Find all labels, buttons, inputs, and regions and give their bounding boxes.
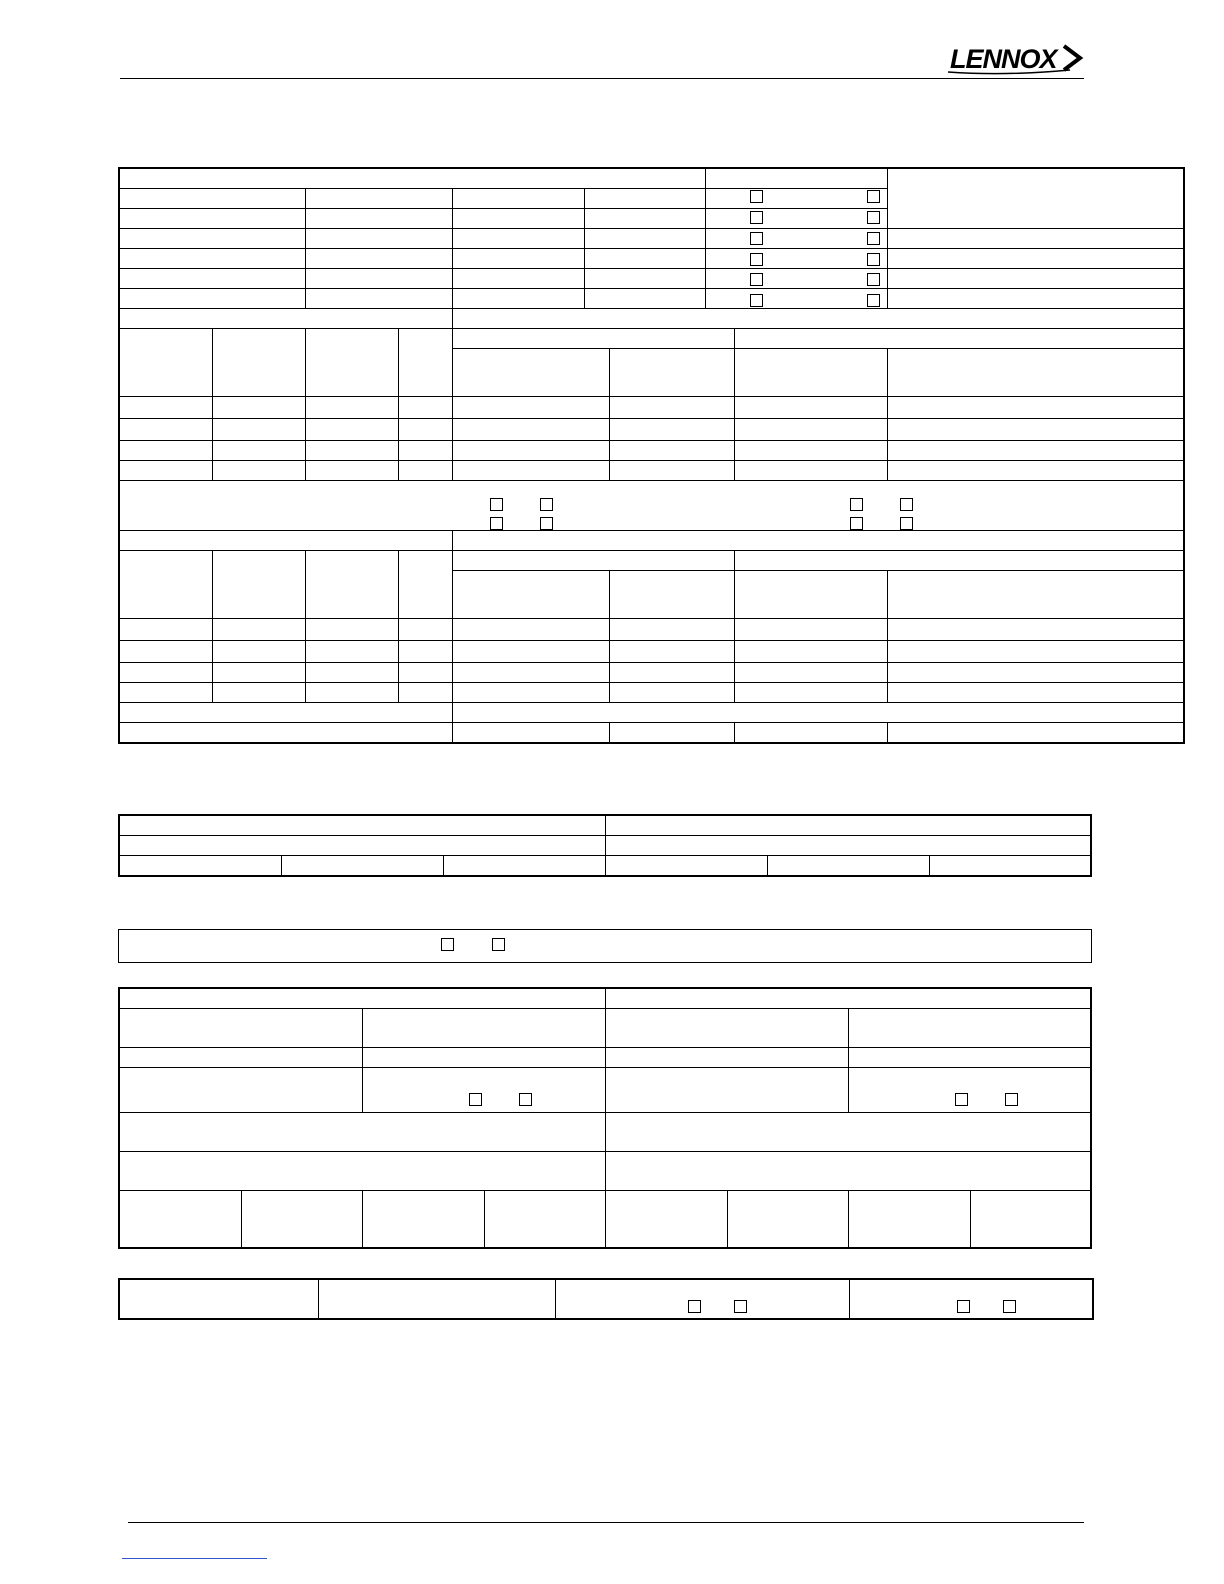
table-cell — [119, 441, 212, 461]
table-cell — [609, 571, 734, 619]
table-cell — [119, 663, 212, 683]
table-row — [119, 1152, 1091, 1191]
table-cell — [119, 1009, 362, 1048]
table-cell — [734, 663, 887, 683]
table-cell — [887, 349, 1184, 397]
table-cell — [281, 856, 443, 877]
table-cell — [605, 988, 1091, 1009]
table-row — [119, 988, 1091, 1009]
checkbox[interactable] — [900, 498, 913, 511]
table-cell — [929, 856, 1091, 877]
table-row — [119, 481, 1184, 531]
table-cell — [398, 461, 452, 481]
checkbox-cell — [705, 229, 887, 249]
table-cell — [241, 1191, 362, 1249]
checkbox[interactable] — [750, 294, 763, 307]
table-cell — [212, 641, 305, 663]
secondary-data-table — [118, 814, 1092, 877]
table-cell — [734, 571, 887, 619]
table-cell — [452, 461, 609, 481]
table-row — [119, 1113, 1091, 1152]
checkbox-cell — [849, 1279, 1093, 1319]
table-cell — [119, 723, 452, 744]
table-cell — [734, 329, 1184, 349]
table-cell — [452, 349, 609, 397]
checkbox[interactable] — [750, 253, 763, 266]
table-cell — [119, 703, 452, 723]
table-cell — [484, 1191, 605, 1249]
table-cell — [734, 619, 887, 641]
table-cell — [452, 269, 584, 289]
table-cell — [734, 641, 887, 663]
table-cell — [119, 461, 212, 481]
table-cell — [212, 683, 305, 703]
table-cell — [212, 461, 305, 481]
table-cell — [887, 168, 1184, 229]
table-cell — [212, 419, 305, 441]
table-cell — [452, 703, 1184, 723]
table-row — [119, 1068, 1091, 1113]
table-cell — [887, 571, 1184, 619]
table-row — [119, 1048, 1091, 1068]
checkbox[interactable] — [955, 1093, 968, 1106]
logo-wordmark: LENNOX — [950, 44, 1057, 74]
table-cell — [609, 441, 734, 461]
checkbox-row-cell — [119, 481, 1184, 531]
checkbox[interactable] — [441, 938, 454, 951]
table-cell — [398, 441, 452, 461]
table-cell — [887, 229, 1184, 249]
table-cell — [452, 441, 609, 461]
table-cell — [119, 1048, 362, 1068]
table-cell — [119, 641, 212, 663]
checkbox[interactable] — [750, 273, 763, 286]
table-row — [119, 815, 1091, 836]
table-cell — [609, 619, 734, 641]
checkbox[interactable] — [750, 190, 763, 203]
checkbox[interactable] — [490, 517, 503, 530]
table-row — [119, 289, 1184, 309]
checkbox[interactable] — [492, 938, 505, 951]
table-cell — [119, 419, 212, 441]
checkbox-cell — [362, 1068, 605, 1113]
table-cell — [734, 723, 887, 744]
table-row — [119, 1279, 1093, 1319]
table-cell — [767, 856, 929, 877]
table-cell — [452, 209, 584, 229]
checkbox[interactable] — [957, 1300, 970, 1313]
table-cell — [119, 1152, 605, 1191]
table-row — [119, 249, 1184, 269]
table-cell — [119, 397, 212, 419]
table-cell — [887, 461, 1184, 481]
unit-data-table — [118, 167, 1185, 744]
table-cell — [887, 683, 1184, 703]
table-cell — [398, 397, 452, 419]
table-cell — [305, 189, 452, 209]
checkbox[interactable] — [867, 232, 880, 245]
table-row — [119, 856, 1091, 877]
table-cell — [584, 209, 705, 229]
table-cell — [734, 441, 887, 461]
table-cell — [305, 419, 398, 441]
table-cell — [887, 441, 1184, 461]
checkbox[interactable] — [540, 517, 553, 530]
table-row — [119, 441, 1184, 461]
table-row — [119, 641, 1184, 663]
table-cell — [609, 683, 734, 703]
table-cell — [305, 209, 452, 229]
table-cell — [305, 397, 398, 419]
table-row — [119, 723, 1184, 744]
table-cell — [119, 531, 452, 551]
checkbox-cell — [848, 1068, 1091, 1113]
table-cell — [605, 1068, 848, 1113]
checkbox[interactable] — [850, 517, 863, 530]
table-cell — [584, 229, 705, 249]
table-row — [119, 531, 1184, 551]
checkbox-cell — [705, 189, 887, 209]
table-cell — [398, 419, 452, 441]
checkbox-cell — [705, 209, 887, 229]
table-cell — [452, 619, 609, 641]
table-cell — [398, 641, 452, 663]
table-cell — [398, 619, 452, 641]
table-row — [119, 168, 1184, 189]
table-cell — [305, 269, 452, 289]
checkbox[interactable] — [750, 211, 763, 224]
table-cell — [305, 289, 452, 309]
table-cell — [318, 1279, 555, 1319]
table-cell — [212, 329, 305, 397]
table-cell — [887, 249, 1184, 269]
table-cell — [452, 329, 734, 349]
table-cell — [362, 1191, 484, 1249]
table-cell — [212, 663, 305, 683]
table-cell — [452, 683, 609, 703]
table-cell — [887, 663, 1184, 683]
table-cell — [119, 229, 305, 249]
checkbox-cell — [705, 269, 887, 289]
table-cell — [119, 551, 212, 619]
table-cell — [362, 1048, 605, 1068]
table-cell — [119, 189, 305, 209]
table-cell — [119, 836, 605, 856]
checkbox[interactable] — [1005, 1093, 1018, 1106]
table-cell — [305, 663, 398, 683]
checkbox[interactable] — [850, 498, 863, 511]
table-cell — [605, 1048, 848, 1068]
table-cell — [734, 397, 887, 419]
table-cell — [734, 683, 887, 703]
table-cell — [119, 1068, 362, 1113]
table-cell — [452, 189, 584, 209]
table-cell — [119, 815, 605, 836]
table-cell — [119, 619, 212, 641]
table-cell — [452, 249, 584, 269]
checkbox[interactable] — [750, 232, 763, 245]
table-cell — [887, 641, 1184, 663]
table-row — [119, 269, 1184, 289]
table-cell — [398, 683, 452, 703]
table-cell — [305, 551, 398, 619]
table-cell — [398, 551, 452, 619]
checkbox[interactable] — [1003, 1300, 1016, 1313]
table-cell — [452, 309, 1184, 329]
checkbox[interactable] — [867, 190, 880, 203]
table-cell — [305, 249, 452, 269]
table-cell — [119, 1279, 318, 1319]
table-cell — [452, 723, 609, 744]
table-row — [119, 461, 1184, 481]
table-cell — [398, 329, 452, 397]
table-cell — [305, 329, 398, 397]
table-cell — [887, 723, 1184, 744]
table-row — [119, 683, 1184, 703]
tertiary-data-table — [118, 987, 1092, 1249]
checkbox[interactable] — [734, 1300, 747, 1313]
table-cell — [727, 1191, 848, 1249]
checkbox-cell — [705, 289, 887, 309]
footer-link[interactable] — [122, 1558, 267, 1559]
table-cell — [452, 229, 584, 249]
table-row — [119, 1009, 1091, 1048]
table-cell — [119, 988, 605, 1009]
table-cell — [734, 419, 887, 441]
checkbox[interactable] — [540, 498, 553, 511]
table-cell — [584, 189, 705, 209]
table-cell — [452, 531, 1184, 551]
table-cell — [305, 461, 398, 481]
table-row — [119, 551, 1184, 571]
table-cell — [452, 663, 609, 683]
table-cell — [452, 397, 609, 419]
table-cell — [212, 619, 305, 641]
table-cell — [212, 551, 305, 619]
table-row — [119, 619, 1184, 641]
table-cell — [609, 419, 734, 441]
checkbox[interactable] — [519, 1093, 532, 1106]
checkbox[interactable] — [688, 1300, 701, 1313]
table-cell — [887, 619, 1184, 641]
table-cell — [887, 397, 1184, 419]
table-cell — [452, 419, 609, 441]
table-cell — [305, 641, 398, 663]
table-cell — [398, 663, 452, 683]
checkbox[interactable] — [867, 273, 880, 286]
table-cell — [362, 1009, 605, 1048]
table-cell — [119, 269, 305, 289]
table-cell — [305, 229, 452, 249]
table-cell — [212, 397, 305, 419]
table-cell — [212, 441, 305, 461]
table-cell — [119, 209, 305, 229]
checkbox[interactable] — [867, 253, 880, 266]
table-cell — [848, 1009, 1091, 1048]
table-cell — [609, 461, 734, 481]
table-cell — [119, 683, 212, 703]
table-cell — [584, 289, 705, 309]
checkbox[interactable] — [867, 211, 880, 224]
table-cell — [734, 349, 887, 397]
table-cell — [887, 419, 1184, 441]
header-rule — [120, 78, 1084, 79]
table-cell — [119, 329, 212, 397]
table-row — [119, 419, 1184, 441]
table-row — [119, 663, 1184, 683]
option-box — [118, 929, 1092, 963]
table-cell — [848, 1048, 1091, 1068]
table-cell — [970, 1191, 1091, 1249]
table-cell — [452, 289, 584, 309]
table-cell — [443, 856, 605, 877]
table-cell — [305, 619, 398, 641]
signoff-table — [118, 1278, 1094, 1320]
table-cell — [734, 551, 1184, 571]
table-cell — [605, 1191, 727, 1249]
table-cell — [605, 1113, 1091, 1152]
table-cell — [705, 168, 887, 189]
table-cell — [848, 1191, 970, 1249]
table-cell — [119, 856, 281, 877]
table-cell — [605, 836, 1091, 856]
table-cell — [609, 349, 734, 397]
table-row — [119, 309, 1184, 329]
table-cell — [119, 309, 452, 329]
table-cell — [584, 249, 705, 269]
table-cell — [305, 683, 398, 703]
table-cell — [609, 641, 734, 663]
table-row — [119, 703, 1184, 723]
table-cell — [609, 663, 734, 683]
table-cell — [605, 856, 767, 877]
table-cell — [605, 1152, 1091, 1191]
table-row — [119, 397, 1184, 419]
table-cell — [119, 249, 305, 269]
table-cell — [452, 551, 734, 571]
table-row — [119, 836, 1091, 856]
table-cell — [887, 269, 1184, 289]
table-cell — [119, 168, 705, 189]
table-cell — [452, 641, 609, 663]
table-cell — [452, 571, 609, 619]
table-row — [119, 1191, 1091, 1249]
table-cell — [119, 1191, 241, 1249]
checkbox-cell — [555, 1279, 849, 1319]
table-cell — [119, 1113, 605, 1152]
table-row — [119, 229, 1184, 249]
footer-rule — [128, 1522, 1084, 1523]
table-cell — [119, 289, 305, 309]
table-row — [119, 329, 1184, 349]
table-cell — [305, 441, 398, 461]
table-cell — [605, 1009, 848, 1048]
table-cell — [584, 269, 705, 289]
lennox-logo — [946, 40, 1084, 76]
table-cell — [605, 815, 1091, 836]
table-cell — [609, 723, 734, 744]
checkbox[interactable] — [469, 1093, 482, 1106]
checkbox[interactable] — [900, 517, 913, 530]
checkbox[interactable] — [490, 498, 503, 511]
table-cell — [887, 289, 1184, 309]
checkbox[interactable] — [867, 294, 880, 307]
table-cell — [609, 397, 734, 419]
checkbox-cell — [705, 249, 887, 269]
table-cell — [734, 461, 887, 481]
